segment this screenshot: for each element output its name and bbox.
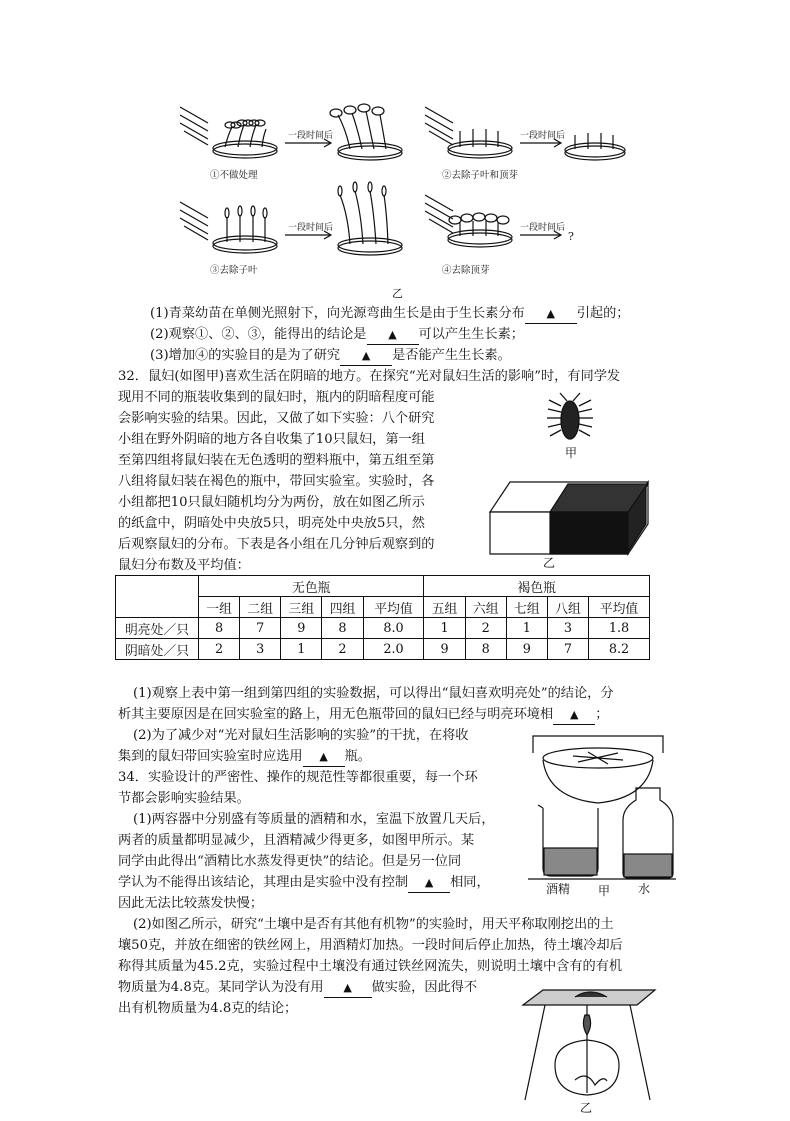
col-header: 七组 <box>506 597 547 618</box>
table-cell: 2 <box>322 639 363 660</box>
q32-line-7: 小组都把10只鼠妇随机均分为两份，放在如图乙所示 <box>118 495 425 510</box>
figure-label-yi-top: 乙 <box>392 287 403 300</box>
q32-line-1: 32．鼠妇(如图甲)喜欢生活在阴暗的地方。在探究“光对鼠妇生活的影响”时，有同学发 <box>118 369 621 384</box>
water-label: 水 <box>638 882 651 896</box>
arrow-label-4: 一段时间后 <box>520 223 566 233</box>
col-header: 二组 <box>240 597 281 618</box>
panel4-caption: ④去除顶芽 <box>442 265 490 276</box>
q34-blank-2[interactable]: ▲ <box>324 979 372 998</box>
table-cell: 3 <box>240 639 281 660</box>
q32-line-4: 小组在野外阴暗的地方各自收集了10只鼠妇，第一组 <box>118 432 425 447</box>
group-header-colorless: 无色瓶 <box>199 576 424 597</box>
q32-blank-2[interactable]: ▲ <box>303 748 345 767</box>
row-label: 阴暗处／只 <box>116 639 199 660</box>
table-cell: 8 <box>322 618 363 639</box>
q34-intro-1: 34．实验设计的严密性、操作的规范性等都很重要，每一个环 <box>118 770 478 785</box>
q32-line-8: 的纸盒中，阴暗处中央放5只，明亮处中央放5只，然 <box>118 516 425 531</box>
table-cell: 2 <box>465 618 506 639</box>
col-header: 六组 <box>465 597 506 618</box>
col-header: 八组 <box>547 597 588 618</box>
col-header: 五组 <box>424 597 465 618</box>
q32-line-9: 后观察鼠妇的分布。下表是各小组在几分钟后观察到的 <box>118 537 435 552</box>
evaporation-drawing <box>518 728 678 898</box>
heating-fig-label: 乙 <box>580 1101 593 1115</box>
q34-p1-line-5: 因此无法比较蒸发快慢； <box>118 896 264 911</box>
box-figure <box>480 470 655 570</box>
arrow-label-2: 一段时间后 <box>520 131 566 141</box>
q34-p2-line-1: (2)如图乙所示，研究“土壤中是否有其他有机物”的实验时，用天平称取刚挖出的土 <box>133 917 614 932</box>
q31-sentence-2: (2)观察①、②、③，能得出的结论是 ▲ 可以产生生长素； <box>150 326 524 345</box>
q31-blank-2[interactable]: ▲ <box>367 326 419 345</box>
table-corner-cell <box>116 576 199 618</box>
table-cell: 9 <box>506 639 547 660</box>
group-header-brown: 褐色瓶 <box>424 576 650 597</box>
table-cell: 1 <box>506 618 547 639</box>
unknown-result-mark: ? <box>568 230 574 243</box>
q32-answer-1-line-2: 析其主要原因是在回实验室的路上，用无色瓶带回的鼠妇已经与明亮环境相 ▲ ； <box>118 706 608 725</box>
q31-blank-3[interactable]: ▲ <box>340 347 392 366</box>
col-header: 平均值 <box>363 597 424 618</box>
arrow-label-1: 一段时间后 <box>288 131 334 141</box>
woodlouse-figure <box>540 392 600 462</box>
q34-p1-line-1: (1)两容器中分别盛有等质量的酒精和水，室温下放置几天后， <box>133 812 495 827</box>
q34-p1-line-3: 同学由此得出“酒精比水蒸发得更快”的结论。但是另一位同 <box>118 854 462 869</box>
col-header: 平均值 <box>589 597 650 618</box>
plant-experiment-figure <box>170 95 630 300</box>
q34-p1-line-2: 两者的质量都明显减少，且酒精减少得更多，如图甲所示。某 <box>118 833 475 848</box>
q32-line-5: 至第四组将鼠妇装在无色透明的塑料瓶中，第五组至第 <box>118 453 435 468</box>
table-cell: 1 <box>281 639 322 660</box>
woodlouse-data-table <box>115 575 650 660</box>
box-label: 乙 <box>543 556 556 570</box>
table-cell: 8.0 <box>363 618 424 639</box>
q34-blank-1[interactable]: ▲ <box>408 874 450 893</box>
evaporation-figure <box>518 728 678 898</box>
panel2-caption: ②去除子叶和顶芽 <box>442 170 519 181</box>
q32-blank-1[interactable]: ▲ <box>553 706 595 725</box>
box-drawing <box>480 470 655 570</box>
col-header: 一组 <box>199 597 240 618</box>
q34-p1-line-4: 学认为不能得出该结论，其理由是实验中没有控制 ▲ 相同， <box>118 874 490 893</box>
q32-line-2: 现用不同的瓶装收集到的鼠妇时，瓶内的阴暗程度可能 <box>118 390 435 405</box>
q32-line-10: 鼠妇分布数及平均值： <box>118 558 250 573</box>
table-cell: 7 <box>240 618 281 639</box>
row-label: 明亮处／只 <box>116 618 199 639</box>
arrow-label-3: 一段时间后 <box>288 223 334 233</box>
table-cell: 8 <box>465 639 506 660</box>
col-header: 四组 <box>322 597 363 618</box>
table-cell: 7 <box>547 639 588 660</box>
panel3-caption: ③去除子叶 <box>210 265 258 276</box>
q32-line-6: 八组将鼠妇装在褐色的瓶中，带回实验室。实验时，各 <box>118 474 435 489</box>
panel1-caption: ①不做处理 <box>210 170 258 181</box>
q32-line-3: 会影响实验的结果。因此，又做了如下实验：八个研究 <box>118 411 435 426</box>
table-cell: 1 <box>424 618 465 639</box>
q34-intro-2: 节都会影响实验结果。 <box>118 791 250 806</box>
col-header: 三组 <box>281 597 322 618</box>
q32-answer-2-line-1: (2)为了减少对“光对鼠妇生活影响的实验”的干扰，在将收 <box>133 728 469 743</box>
q31-blank-1[interactable]: ▲ <box>525 305 577 324</box>
q32-answer-2-line-2: 集到的鼠妇带回实验室时应选用 ▲ 瓶。 <box>118 748 371 767</box>
alcohol-label: 酒精 <box>546 882 571 896</box>
heating-figure <box>515 985 665 1117</box>
table-row-dark <box>116 639 650 660</box>
q34-p2-line-2: 壤50克，并放在细密的铁丝网上，用酒精灯加热。一段时间后停止加热，待土壤冷却后 <box>118 938 623 953</box>
table-cell: 9 <box>424 639 465 660</box>
woodlouse-label: 甲 <box>565 446 578 460</box>
table-cell: 2.0 <box>363 639 424 660</box>
q31-sentence-3: (3)增加④的实验目的是为了研究 ▲ 是否能产生生长素。 <box>150 347 511 366</box>
q32-answer-1-line-1: (1)观察上表中第一组到第四组的实验数据，可以得出“鼠妇喜欢明亮处”的结论，分 <box>133 686 614 701</box>
q34-p2-line-3: 称得其质量为45.2克，实验过程中土壤没有通过铁丝网流失，则说明土壤中含有的有机 <box>118 959 623 974</box>
table-cell: 8 <box>199 618 240 639</box>
q34-p2-line-5: 出有机物质量为4.8克的结论； <box>118 1001 298 1016</box>
q34-p2-line-4: 物质量为4.8克。某同学认为没有用 ▲ 做实验，因此得不 <box>118 979 477 998</box>
table-row-bright <box>116 618 650 639</box>
q31-sentence-1: (1)青菜幼苗在单侧光照射下，向光源弯曲生长是由于生长素分布 ▲ 引起的； <box>150 305 630 324</box>
heating-drawing <box>515 985 665 1117</box>
evaporation-fig-label: 甲 <box>598 884 611 898</box>
table-cell: 1.8 <box>589 618 650 639</box>
table-cell: 9 <box>281 618 322 639</box>
table-cell: 8.2 <box>589 639 650 660</box>
table-cell: 2 <box>199 639 240 660</box>
table-cell: 3 <box>547 618 588 639</box>
